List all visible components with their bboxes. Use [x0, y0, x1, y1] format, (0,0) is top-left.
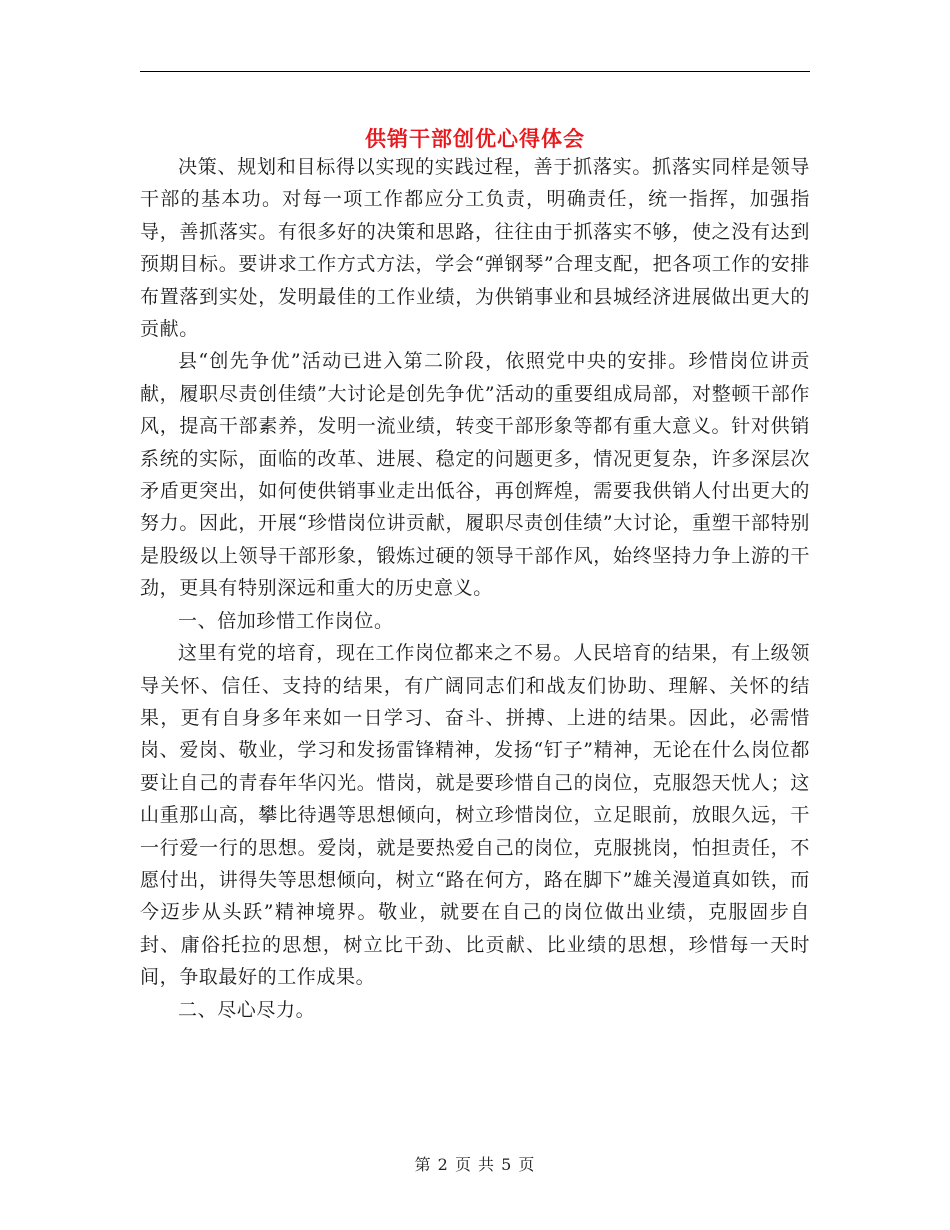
header-rule — [140, 71, 810, 72]
section-heading-cherish-post: 一、倍加珍惜工作岗位。 — [178, 609, 394, 632]
section-heading-do-best: 二、尽心尽力。 — [178, 998, 316, 1021]
paragraph-cherish-post: 这里有党的培育，现在工作岗位都来之不易。人民培育的结果，有上级领导关怀、信任、支持的结果，有广阔同志们和战友们协助、理解、关怀的结果，更有自身多年来如一日学习、奋斗、拼搏、上进的结果。因此，必需惜岗、爱岗、敬业，学习和发扬雷锋精神，发扬“钉子”精神，无论在什么岗位都要让自己的青春年华闪光。惜岗，就是要珍惜自己的岗位，克服怨天忧人；这山重那山高，攀比待遇等思想倾向，树立珍惜岗位，立足眼前，放眼久远，干一行爱一行的思想。爱岗，就是要热爱自己的岗位，克服挑岗，怕担责任，不愿付出，讲得失等思想倾向，树立“路在何方，路在脚下”雄关漫道真如铁，而今迈步从头跃”精神境界。敬业，就要在自己的岗位做出业绩，克服固步自封、庸俗托拉的思想，树立比干劲、比贡献、比业绩的思想，珍惜每一天时间，争取最好的工作成果。 — [140, 642, 810, 989]
paragraph-campaign: 县“创先争优”活动已进入第二阶段，依照党中央的安排。珍惜岗位讲贡献，履职尽责创佳绩”大讨论是创先争优”活动的重要组成局部，对整顿干部作风，提高干部素养，发明一流业绩，转变干部形象等都有重大意义。针对供销系统的实际，面临的改革、进展、稳定的问题更多，情况更复杂，许多深层次矛盾更突出，如何使供销事业走出低谷，再创辉煌，需要我供销人付出更大的努力。因此，开展“珍惜岗位讲贡献，履职尽责创佳绩”大讨论，重塑干部特别是股级以上领导干部形象，锻炼过硬的领导干部作风，始终坚持力争上游的干劲，更具有特别深远和重大的历史意义。 — [140, 350, 810, 600]
document-title: 供销干部创优心得体会 — [365, 126, 585, 152]
paragraph-implementation: 决策、规划和目标得以实现的实践过程，善于抓落实。抓落实同样是领导干部的基本功。对每一项工作都应分工负责，明确责任，统一指挥，加强指导，善抓落实。有很多好的决策和思路，往往由于抓落实不够，使之没有达到预期目标。要讲求工作方式方法，学会“弹钢琴”合理支配，把各项工作的安排布置落到实处，发明最佳的工作业绩，为供销事业和县城经济进展做出更大的贡献。 — [140, 156, 810, 341]
page-number-footer: 第 2 页 共 5 页 — [414, 1155, 536, 1174]
document-body — [140, 151, 810, 1026]
